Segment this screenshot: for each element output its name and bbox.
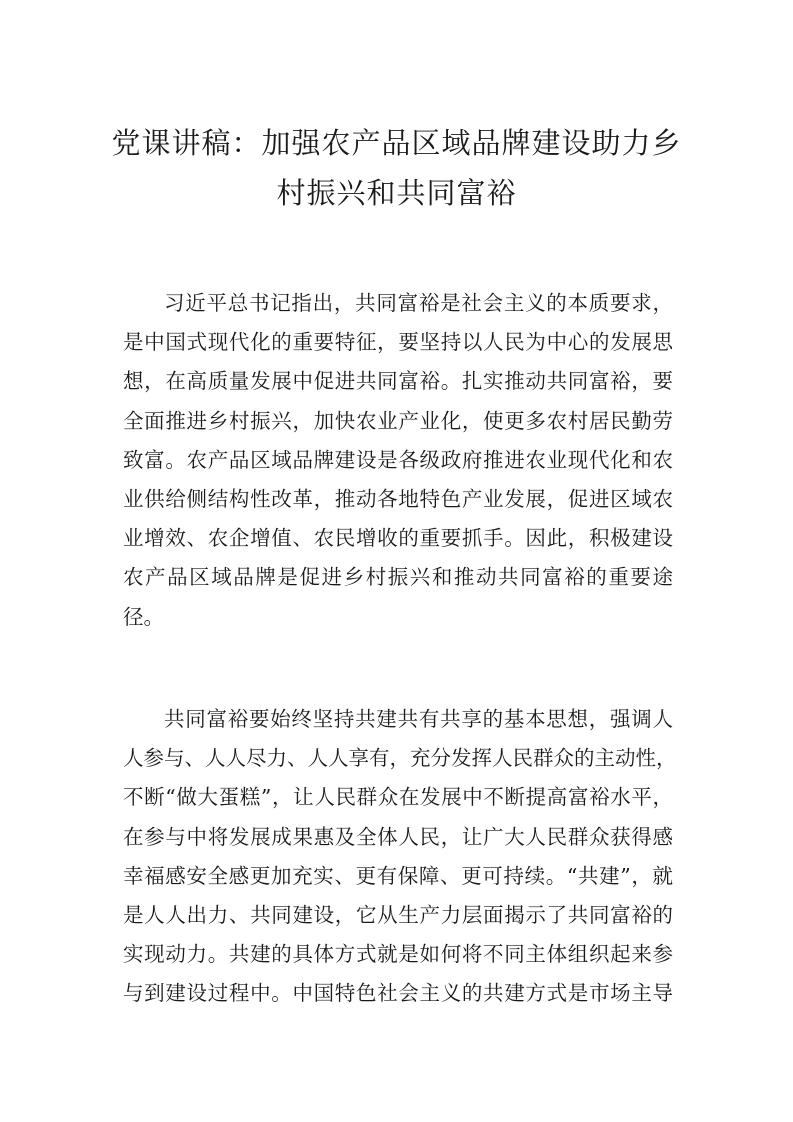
paragraph-line: 幸福感安全感更加充实、更有保障、更可持续。“共建”，就 <box>123 863 673 888</box>
paragraph <box>123 284 673 637</box>
paragraph-line: 是人人出力、共同建设，它从生产力层面揭示了共同富裕的 <box>123 903 673 928</box>
title-line: 村振兴和共同富裕 <box>276 176 517 210</box>
paragraph-line: 共同富裕要始终坚持共建共有共享的基本思想，强调人 <box>164 707 673 731</box>
paragraph-line: 习近平总书记指出，共同富裕是社会主义的本质要求， <box>164 291 673 315</box>
paragraph-line: 人参与、人人尽力、人人享有，充分发挥人民群众的主动性， <box>123 746 677 771</box>
paragraph-line: 不断“做大蛋糕”，让人民群众在发展中不断提高富裕水平， <box>123 785 673 810</box>
paragraph-line: 农产品区域品牌是促进乡村振兴和推动共同富裕的重要途 <box>123 565 673 590</box>
title-line: 党课讲稿：加强农产品区域品牌建设助力乡 <box>111 126 682 160</box>
paragraph <box>123 700 677 1014</box>
paragraph-line: 与到建设过程中。中国特色社会主义的共建方式是市场主导 <box>123 981 673 1006</box>
paragraph-line: 业增效、农企增值、农民增收的重要抓手。因此，积极建设 <box>123 526 673 551</box>
document-title <box>110 118 683 218</box>
paragraph-line: 是中国式现代化的重要特征，要坚持以人民为中心的发展思 <box>123 330 673 355</box>
paragraph-line: 实现动力。共建的具体方式就是如何将不同主体组织起来参 <box>123 942 673 967</box>
paragraph-line: 想，在高质量发展中促进共同富裕。扎实推动共同富裕，要 <box>123 369 673 394</box>
paragraph-line: 全面推进乡村振兴，加快农业产业化，使更多农村居民勤劳 <box>123 408 673 433</box>
paragraph-line: 在参与中将发展成果惠及全体人民，让广大人民群众获得感 <box>123 824 673 849</box>
paragraph-line: 致富。农产品区域品牌建设是各级政府推进农业现代化和农 <box>123 447 673 472</box>
paragraph-line: 业供给侧结构性改革，推动各地特色产业发展，促进区域农 <box>123 487 673 512</box>
paragraph-line: 径。 <box>123 604 164 629</box>
